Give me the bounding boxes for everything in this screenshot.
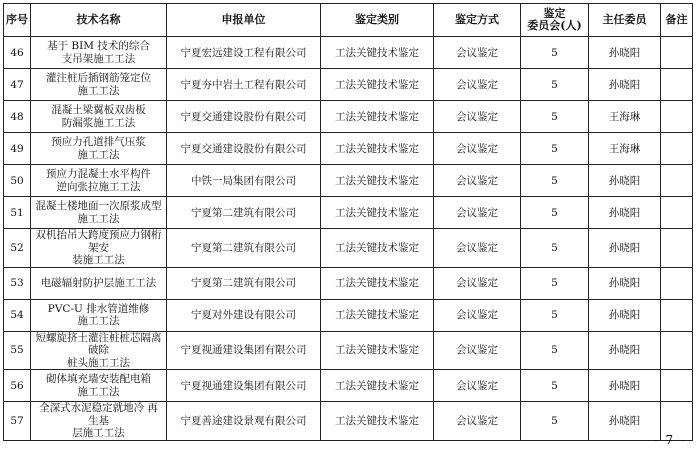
- table-row: [4, 370, 693, 402]
- cell-note: [661, 299, 693, 331]
- cell-chair: 王海琳: [589, 133, 661, 165]
- cell-no: 55: [4, 331, 31, 370]
- cell-chair: 孙晓阳: [589, 331, 661, 370]
- cell-chair: 孙晓阳: [589, 37, 661, 69]
- cell-note: [661, 370, 693, 402]
- table-row: [4, 37, 693, 69]
- cell-no: 48: [4, 101, 31, 133]
- cell-name: 灌注桩后插钢筋笼定位 施工工法: [31, 69, 167, 101]
- header-chair: 主任委员: [589, 4, 661, 37]
- cell-type: 工法关键技术鉴定: [321, 402, 434, 441]
- cell-chair: 孙晓阳: [589, 299, 661, 331]
- cell-count: 5: [521, 229, 589, 268]
- cell-method: 会议鉴定: [434, 299, 521, 331]
- table-row: [4, 133, 693, 165]
- cell-type: 工法关键技术鉴定: [321, 267, 434, 299]
- cell-count: 5: [521, 267, 589, 299]
- header-method: 鉴定方式: [434, 4, 521, 37]
- cell-chair: 孙晓阳: [589, 370, 661, 402]
- cell-method: 会议鉴定: [434, 197, 521, 229]
- cell-note: [661, 229, 693, 268]
- cell-chair: 孙晓阳: [589, 229, 661, 268]
- cell-method: 会议鉴定: [434, 101, 521, 133]
- table-row: [4, 299, 693, 331]
- cell-type: 工法关键技术鉴定: [321, 101, 434, 133]
- cell-note: [661, 69, 693, 101]
- table-row: [4, 402, 693, 441]
- cell-method: 会议鉴定: [434, 37, 521, 69]
- cell-name: 混凝土梁翼板双齿板 防漏浆施工工法: [31, 101, 167, 133]
- cell-unit: 宁夏对外建设有限公司: [167, 299, 321, 331]
- cell-name: PVC-U 排水管道维修 施工工法: [31, 299, 167, 331]
- cell-name: 混凝土楼地面一次原浆成型 施工工法: [31, 197, 167, 229]
- cell-no: 49: [4, 133, 31, 165]
- header-note: 备注: [661, 4, 693, 37]
- cell-method: 会议鉴定: [434, 165, 521, 197]
- cell-no: 57: [4, 402, 31, 441]
- cell-note: [661, 133, 693, 165]
- cell-unit: 宁夏视通建设集团有限公司: [167, 370, 321, 402]
- cell-chair: 孙晓阳: [589, 402, 661, 441]
- table-row: [4, 331, 693, 370]
- cell-count: 5: [521, 69, 589, 101]
- table-body: [4, 37, 693, 441]
- cell-method: 会议鉴定: [434, 267, 521, 299]
- cell-method: 会议鉴定: [434, 370, 521, 402]
- cell-name: 砌体填充墙安装配电箱 施工工法: [31, 370, 167, 402]
- cell-count: 5: [521, 165, 589, 197]
- cell-unit: 中铁一局集团有限公司: [167, 165, 321, 197]
- cell-name: 电磁辐射防护层施工工法: [31, 267, 167, 299]
- cell-name: 双机抬吊大跨度预应力钢桁架安 装施工工法: [31, 229, 167, 268]
- cell-count: 5: [521, 197, 589, 229]
- cell-no: 53: [4, 267, 31, 299]
- cell-chair: 孙晓阳: [589, 197, 661, 229]
- cell-count: 5: [521, 299, 589, 331]
- table-row: [4, 197, 693, 229]
- cell-type: 工法关键技术鉴定: [321, 331, 434, 370]
- cell-no: 47: [4, 69, 31, 101]
- cell-no: 46: [4, 37, 31, 69]
- cell-name: 短螺旋挤土灌注桩桩芯隔离破除 桩头施工工法: [31, 331, 167, 370]
- cell-type: 工法关键技术鉴定: [321, 370, 434, 402]
- cell-name: 预应力混凝土水平构件 逆向张拉施工工法: [31, 165, 167, 197]
- cell-type: 工法关键技术鉴定: [321, 165, 434, 197]
- cell-type: 工法关键技术鉴定: [321, 69, 434, 101]
- cell-note: [661, 165, 693, 197]
- cell-name: 全深式水泥稳定就地冷 再生基 层施工工法: [31, 402, 167, 441]
- cell-unit: 宁夏交通建设股份有限公司: [167, 133, 321, 165]
- table-row: [4, 69, 693, 101]
- cell-method: 会议鉴定: [434, 69, 521, 101]
- cell-name: 基于 BIM 技术的综合 支吊架施工工法: [31, 37, 167, 69]
- cell-unit: 宁夏第二建筑有限公司: [167, 197, 321, 229]
- cell-unit: 宁夏第二建筑有限公司: [167, 229, 321, 268]
- table-row: [4, 229, 693, 268]
- cell-unit: 宁夏第二建筑有限公司: [167, 267, 321, 299]
- header-count: 鉴定 委员会(人): [521, 4, 589, 37]
- cell-unit: 宁夏夯中岩土工程有限公司: [167, 69, 321, 101]
- cell-chair: 孙晓阳: [589, 69, 661, 101]
- header-row: [4, 4, 693, 37]
- table-row: [4, 165, 693, 197]
- cell-unit: 宁夏善途建设景观有限公司: [167, 402, 321, 441]
- cell-no: 52: [4, 229, 31, 268]
- cell-chair: 王海琳: [589, 101, 661, 133]
- cell-count: 5: [521, 133, 589, 165]
- cell-count: 5: [521, 402, 589, 441]
- cell-type: 工法关键技术鉴定: [321, 37, 434, 69]
- cell-no: 56: [4, 370, 31, 402]
- cell-note: [661, 101, 693, 133]
- cell-method: 会议鉴定: [434, 229, 521, 268]
- cell-unit: 宁夏视通建设集团有限公司: [167, 331, 321, 370]
- cell-no: 54: [4, 299, 31, 331]
- cell-no: 51: [4, 197, 31, 229]
- cell-name: 预应力孔道排气压浆 施工工法: [31, 133, 167, 165]
- header-type: 鉴定类别: [321, 4, 434, 37]
- cell-method: 会议鉴定: [434, 402, 521, 441]
- cell-note: [661, 267, 693, 299]
- cell-method: 会议鉴定: [434, 331, 521, 370]
- cell-count: 5: [521, 37, 589, 69]
- cell-unit: 宁夏宏远建设工程有限公司: [167, 37, 321, 69]
- cell-type: 工法关键技术鉴定: [321, 197, 434, 229]
- cell-chair: 孙晓阳: [589, 165, 661, 197]
- header-name: 技术名称: [31, 4, 167, 37]
- cell-type: 工法关键技术鉴定: [321, 299, 434, 331]
- cell-note: [661, 331, 693, 370]
- appraisal-table: [3, 3, 693, 441]
- cell-method: 会议鉴定: [434, 133, 521, 165]
- header-no: 序号: [4, 4, 31, 37]
- cell-unit: 宁夏交通建设股份有限公司: [167, 101, 321, 133]
- cell-no: 50: [4, 165, 31, 197]
- cell-count: 5: [521, 370, 589, 402]
- cell-type: 工法关键技术鉴定: [321, 229, 434, 268]
- cell-count: 5: [521, 331, 589, 370]
- header-unit: 申报单位: [167, 4, 321, 37]
- table-row: [4, 101, 693, 133]
- table-row: [4, 267, 693, 299]
- cell-type: 工法关键技术鉴定: [321, 133, 434, 165]
- cell-count: 5: [521, 101, 589, 133]
- cell-note: [661, 37, 693, 69]
- cell-chair: 孙晓阳: [589, 267, 661, 299]
- cell-note: [661, 197, 693, 229]
- page-number: - 7 -: [653, 433, 687, 447]
